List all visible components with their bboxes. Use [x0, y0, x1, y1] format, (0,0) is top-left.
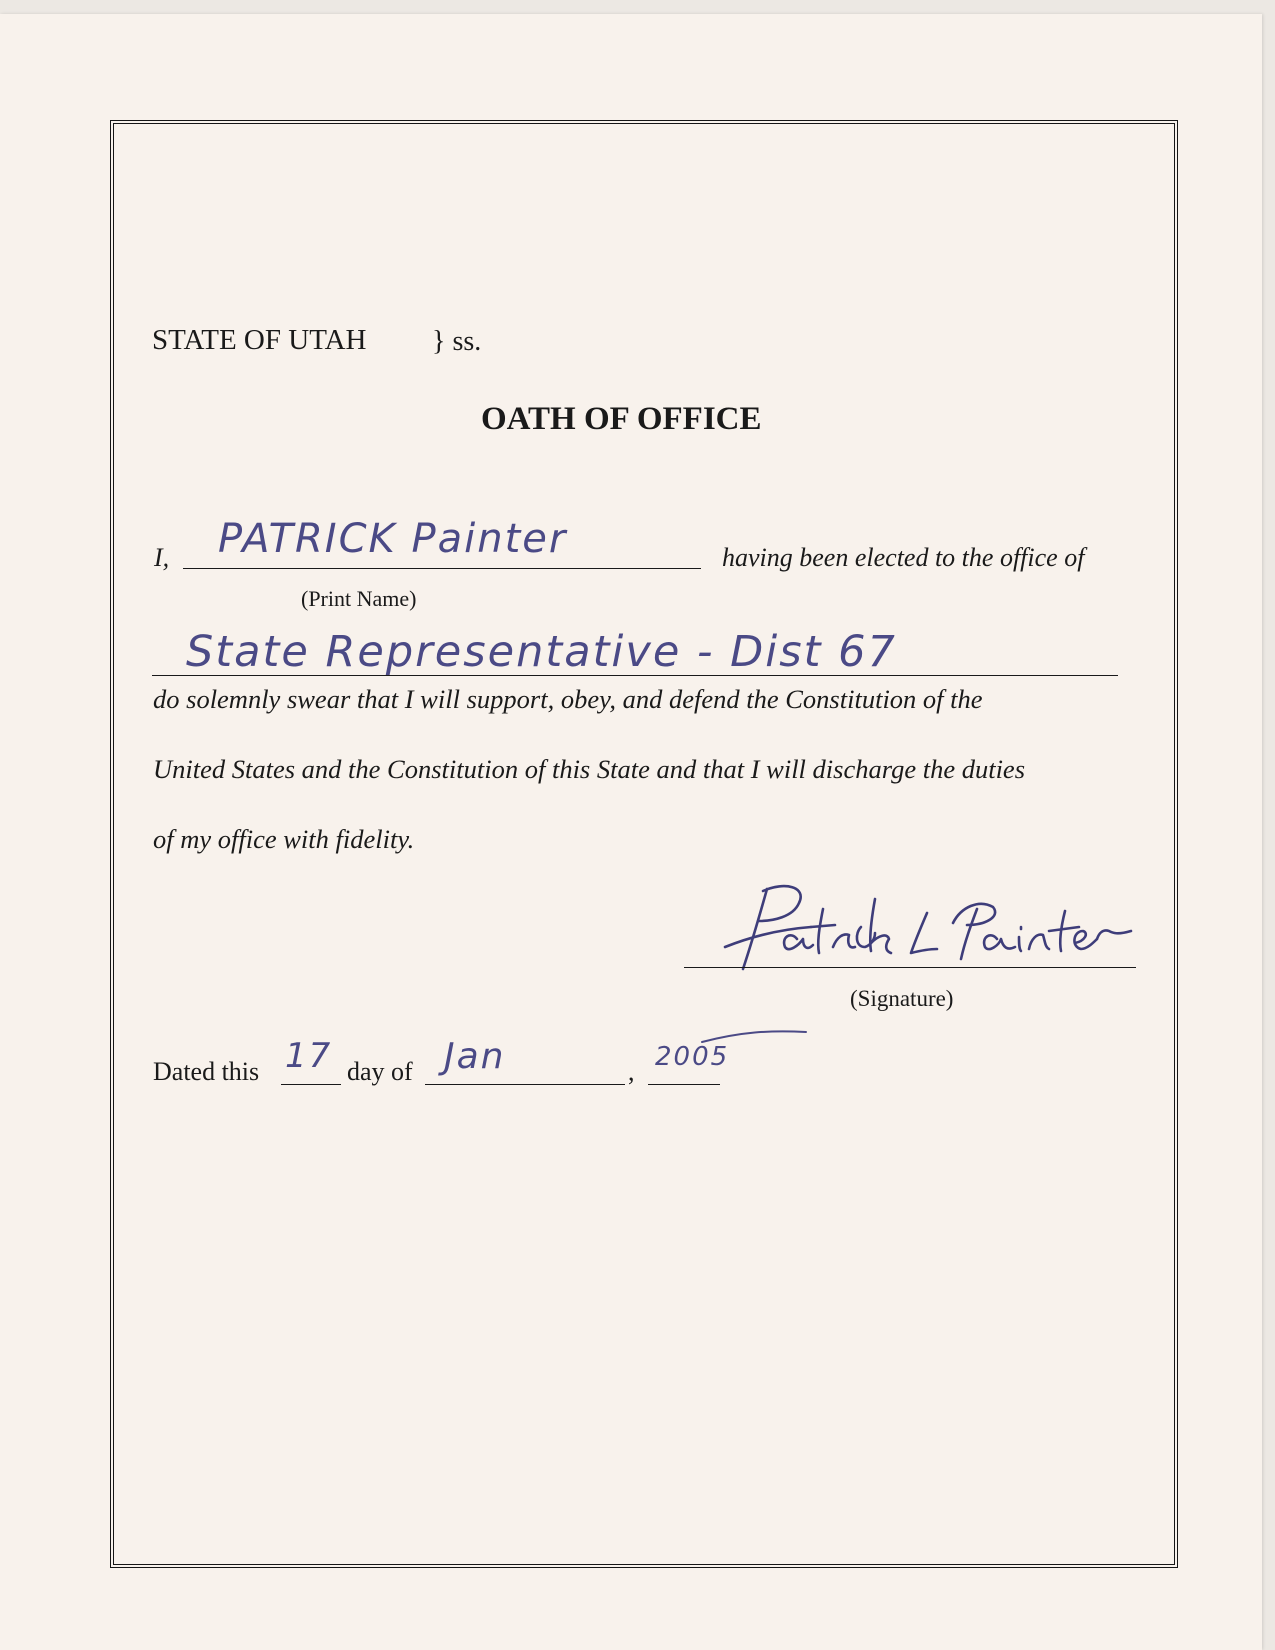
oath-text-line-3: of my office with fidelity.	[153, 824, 415, 854]
signature-underline	[684, 967, 1136, 968]
year-handwriting: 2005	[655, 1042, 730, 1072]
day-underline	[281, 1084, 341, 1085]
elected-phrase: having been elected to the office of	[722, 543, 1085, 572]
signature-caption: (Signature)	[850, 986, 954, 1011]
comma: ,	[628, 1057, 635, 1086]
dated-prefix: Dated this	[153, 1057, 260, 1086]
day-of-label: day of	[347, 1057, 413, 1086]
day-handwriting: 17	[285, 1036, 333, 1076]
office-handwriting: State Representative - Dist 67	[186, 627, 897, 677]
signature-image	[715, 869, 1135, 979]
name-underline	[183, 568, 701, 569]
ss-label: } ss.	[432, 326, 482, 357]
oath-pronoun: I,	[154, 543, 170, 572]
year-underline	[648, 1084, 720, 1085]
year-flourish	[700, 1026, 810, 1046]
month-underline	[425, 1084, 625, 1085]
office-underline	[152, 675, 1118, 676]
printed-name-handwriting: PATRICK Painter	[218, 516, 568, 562]
document-page	[0, 14, 1262, 1650]
oath-text-line-1: do solemnly swear that I will support, obey, and defend the Constitution of the	[153, 684, 983, 714]
oath-text-line-2: United States and the Constitution of this State and that I will discharge the duties	[153, 754, 1026, 784]
page-title: OATH OF OFFICE	[481, 401, 762, 437]
print-name-caption: (Print Name)	[301, 586, 417, 611]
state-label: STATE OF UTAH	[152, 324, 367, 356]
month-handwriting: Jan	[444, 1036, 506, 1077]
